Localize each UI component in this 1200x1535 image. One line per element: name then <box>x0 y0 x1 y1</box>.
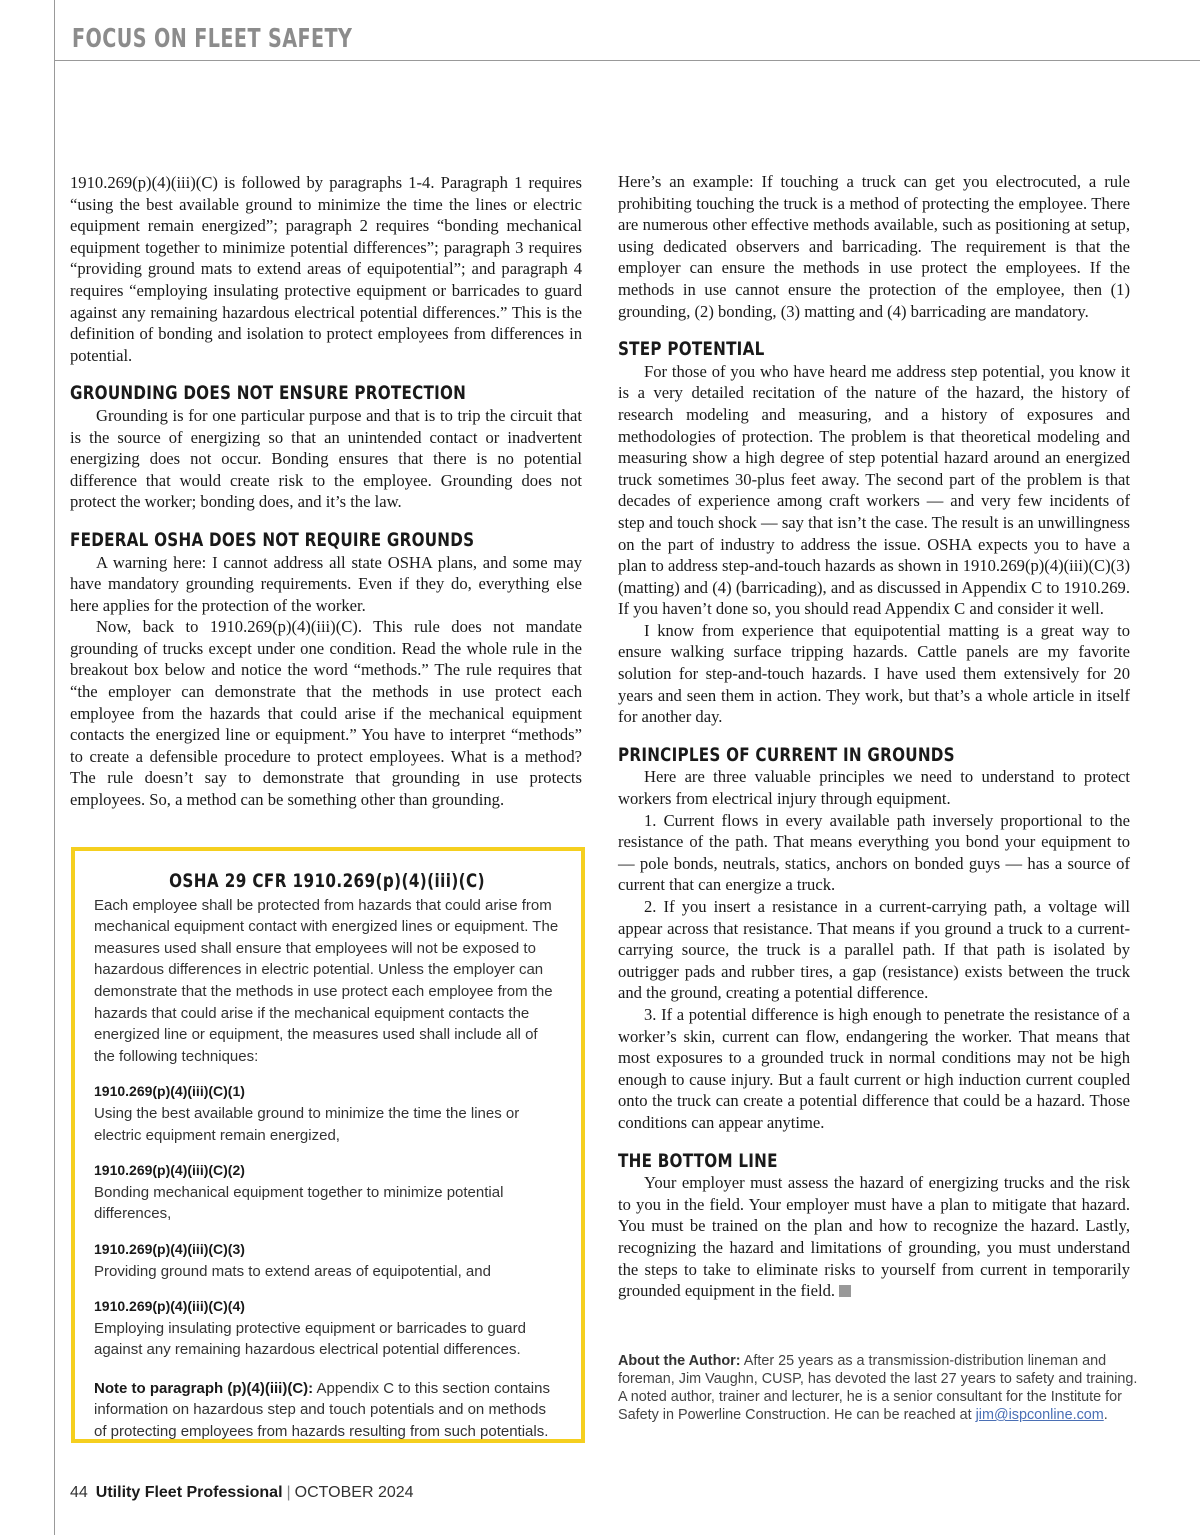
section-header: FOCUS ON FLEET SAFETY <box>72 24 353 54</box>
rule-text: Bonding mechanical equipment together to minimize potential differences, <box>94 1183 504 1223</box>
subheading-bottom-line: THE BOTTOM LINE <box>618 1149 778 1172</box>
about-text: After 25 years as a transmission-distribution lineman and foreman, Jim Vaughn, CUSP, has devoted the last 27 years to safety and training. A noted author, trainer and lecturer, he is a senior consultant for the Institute for Safety in Powerline Construction. He can be reached at <box>618 1353 1138 1423</box>
subheading-step-potential: STEP POTENTIAL <box>618 338 765 361</box>
paragraph: Here’s an example: If touching a truck can get you electrocuted, a rule prohibiting touching the truck is a method of protecting the employee. There are numerous other effective methods available, such as positioning at setup, using dedicated observers and barricading. The requirement is that the employer can ensure the methods in use protect the employees. If the methods in use cannot ensure the protection of the employee, then (1) grounding, (2) bonding, (3) matting and (4) barricading are mandatory. <box>618 172 1130 321</box>
rule-code: 1910.269(p)(4)(iii)(C)(4) <box>94 1298 245 1315</box>
rule-code: 1910.269(p)(4)(iii)(C)(1) <box>94 1083 245 1100</box>
about-label: About the Author: <box>618 1353 741 1369</box>
rule-text: Employing insulating protective equipment or barricades to guard against any remaining hazardous electrical potential differences. <box>94 1319 526 1359</box>
subheading-federal-osha: FEDERAL OSHA DOES NOT REQUIRE GROUNDS <box>70 528 475 551</box>
issue-date: OCTOBER 2024 <box>294 1484 414 1501</box>
paragraph: Now, back to 1910.269(p)(4)(iii)(C). This rule does not mandate grounding of trucks except under one condition. Read the whole rule in the breakout box below and notice the word “methods.” The rule requires that “the employer can demonstrate that the methods in use protect each employee from the hazards that could arise if the mechanical equipment contacts the energized line or equipment.” You have to interpret “methods” to create a defensible procedure to protect employees. What is a method? The rule doesn’t say to demonstrate that grounding in use protects employees. So, a method can be something other than grounding. <box>70 617 582 810</box>
paragraph <box>618 1172 1130 1302</box>
end-mark-icon <box>839 1285 851 1297</box>
author-email-link[interactable]: jim@ispconline.com <box>975 1407 1104 1423</box>
subheading-principles: PRINCIPLES OF CURRENT IN GROUNDS <box>618 743 955 766</box>
publication-name: Utility Fleet Professional <box>95 1484 283 1501</box>
closing-text: Your employer must assess the hazard of energizing trucks and the risk to you in the field. Your employer must have a plan to mitigate that hazard. You must be trained on the plan and how to recognize the hazard. Lastly, recognizing the hazard and limitations of grounding, you must understand the steps to take to eliminate risks to yourself from current in temporarily grounded equipment in the field. <box>618 1173 1130 1301</box>
breakout-note <box>94 1378 560 1443</box>
left-margin-rule <box>54 0 55 1535</box>
paragraph: 3. If a potential difference is high enough to penetrate the resistance of a worker’s skin, current can flow, endangering the worker. That means that most exposures to a grounded truck in normal conditions may not be high enough to cause injury. But a fault current or high induction current coupled onto the truck can create a potential difference that could be a hazard. Those conditions can appear anytime. <box>618 1004 1130 1132</box>
rule-code: 1910.269(p)(4)(iii)(C)(3) <box>94 1240 245 1257</box>
paragraph: Grounding is for one particular purpose and that is to trip the circuit that is the source of energizing so that an unintended contact or inadvertent energizing does not occur. Bonding ensures that there is no potential difference that would create risk to the employee. Grounding does not protect the worker; bonding does, and it’s the law. <box>70 405 582 512</box>
rule-text: Using the best available ground to minimize the time the lines or electric equipment remain energized, <box>94 1104 520 1144</box>
note-text: Appendix C to this section contains information on hazardous step and touch potentials and on methods of protecting employees from hazards resulting from such potentials. <box>94 1379 550 1441</box>
paragraph: 1. Current flows in every available path inversely proportional to the resistance of the path. That means everything you bond your equipment to — pole bonds, neutrals, statics, anchors on bonded guys — has a source of current that can energize a truck. <box>618 810 1130 895</box>
right-column <box>618 171 1130 1302</box>
note-label: Note to paragraph (p)(4)(iii)(C): <box>94 1379 314 1397</box>
breakout-title: OSHA 29 CFR 1910.269(p)(4)(iii)(C) <box>169 870 485 892</box>
header-rule <box>54 60 1200 61</box>
about-author <box>618 1352 1138 1424</box>
breakout-intro: Each employee shall be protected from hazards that could arise from mechanical equipment contact with energized lines or equipment. The measures used shall ensure that employees will not be exposed to hazardous differences in electric potential. Unless the employer can demonstrate that the methods in use protect each employee from the hazards that could arise if the mechanical equipment contacts the energized line or equipment, the measures used shall include all of the following techniques: <box>94 896 559 1065</box>
paragraph: Here are three valuable principles we need to understand to protect workers from electrical injury through equipment. <box>618 767 1130 809</box>
paragraph: For those of you who have heard me address step potential, you know it is a very detailed recitation of the nature of the hazard, the history of research modeling and measuring, and a history of exposures and methodologies of protection. The problem is that theoretical modeling and measuring show a high degree of step potential hazard around an energized truck sometimes 30-plus feet away. The second part of the problem is that decades of experience among craft workers — and very few incidents of step and touch shock — say that isn’t the case. The result is an unwillingness on the part of industry to address the issue. OSHA expects you to have a plan to address step-and-touch hazards as shown in 1910.269(p)(4)(iii)(C)(3) (matting) and (4) (barricading), and as discussed in Appendix C to 1910.269. If you haven’t done so, you should read Appendix C and consider it well. <box>618 361 1130 619</box>
rule-code: 1910.269(p)(4)(iii)(C)(2) <box>94 1162 245 1179</box>
footer-separator: | <box>286 1484 291 1501</box>
rule-text: Providing ground mats to extend areas of equipotential, and <box>94 1262 491 1280</box>
paragraph: I know from experience that equipotential matting is a great way to ensure walking surface tripping hazards. Cattle panels are my favorite solution for step-and-touch hazards. I have used them extensively for 20 years and seen them in action. They work, but that’s a whole article in itself for another day. <box>618 620 1130 727</box>
about-tail: . <box>1103 1407 1108 1423</box>
osha-breakout-box <box>71 847 585 1443</box>
paragraph: 1910.269(p)(4)(iii)(C) is followed by paragraphs 1-4. Paragraph 1 requires “using the best available ground to minimize the time the lines or electric equipment remain energized”; paragraph 2 requires “bonding mechanical equipment together to minimize potential differences”; paragraph 3 requires “providing ground mats to extend areas of equipotential”; and paragraph 4 requires “employing insulating protective equipment or barricades to guard against any remaining hazardous electrical potential differences.” This is the definition of bonding and isolation to protect employees from differences in potential. <box>70 173 582 365</box>
paragraph: 2. If you insert a resistance in a current-carrying path, a voltage will appear across that resistance. That means if you ground a truck to a current-carrying source, the truck is a parallel path. If that path is isolated by outrigger pads and rubber tires, a gap (resistance) exists between the truck and the ground, creating a potential difference. <box>618 897 1130 1003</box>
page-footer <box>70 1484 414 1502</box>
subheading-grounding: GROUNDING DOES NOT ENSURE PROTECTION <box>70 382 467 405</box>
paragraph: A warning here: I cannot address all state OSHA plans, and some may have mandatory grounding requirements. Even if they do, everything else here applies for the protection of the worker. <box>70 552 582 615</box>
page-number: 44 <box>70 1484 88 1501</box>
left-column <box>70 172 582 811</box>
